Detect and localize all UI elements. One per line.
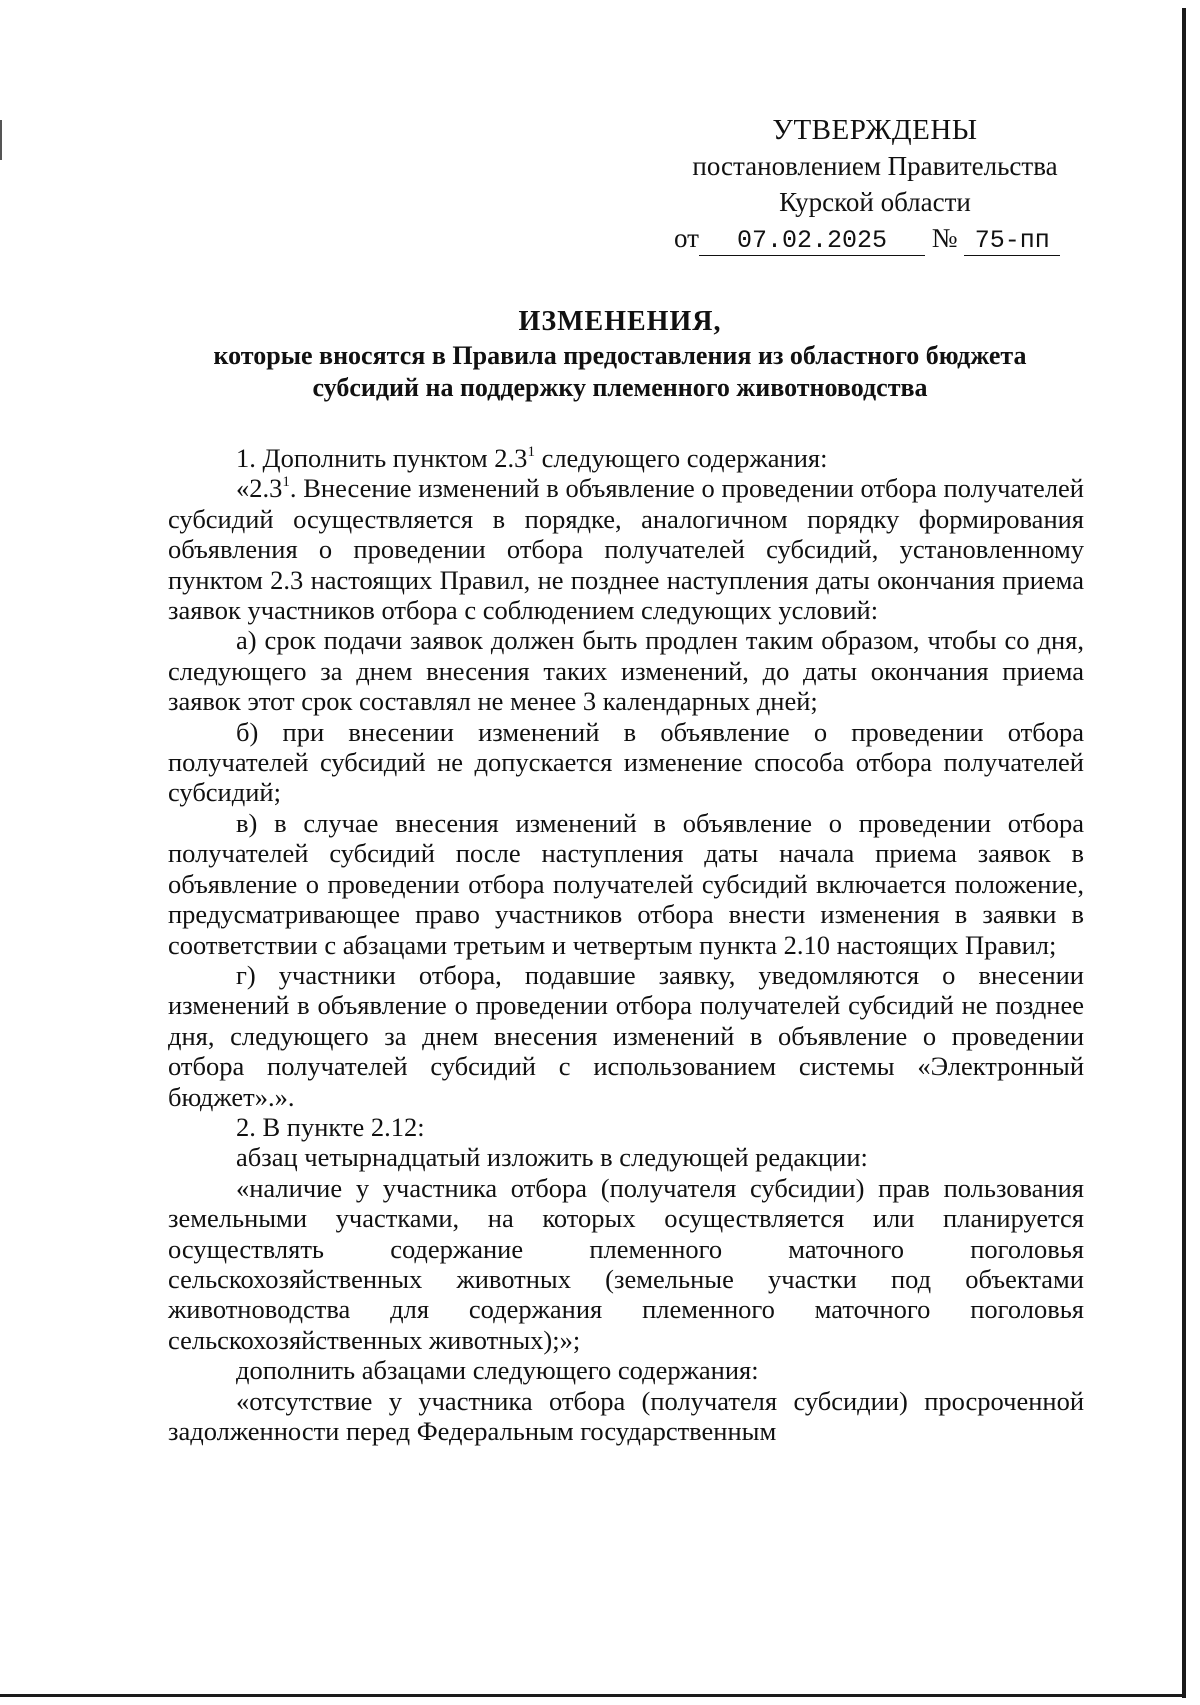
approval-dateline <box>660 220 1090 256</box>
date-prefix: от <box>674 223 699 253</box>
scan-artifact <box>0 120 2 160</box>
approval-title: УТВЕРЖДЕНЫ <box>772 114 978 146</box>
superscript: 1 <box>527 444 535 460</box>
paragraph-1-tail: следующего содержания: <box>534 443 828 473</box>
paragraph-10: дополнить абзацами следующего содержания: <box>236 1355 759 1386</box>
page-edge-bottom <box>0 1694 1186 1697</box>
page-edge-right <box>1182 8 1186 1698</box>
document-title <box>170 306 1070 404</box>
approval-date: 07.02.2025 <box>699 227 925 256</box>
title-subtitle-2: субсидий на поддержку племенного животноводства <box>312 373 928 402</box>
paragraph-8: абзац четырнадцатый изложить в следующей редакции: <box>236 1142 868 1173</box>
paragraph-11: «отсутствие у участника отбора (получателя субсидии) просроченной задолженности перед Федеральным государственным <box>168 1385 1084 1446</box>
paragraph-3: а) срок подачи заявок должен быть продлен таким образом, чтобы со дня, следующего за днем внесения таких изменений, до даты окончания приема заявок этот срок составлял не менее 3 календарных дней; <box>168 625 1084 717</box>
approval-line-2: Курской области <box>779 187 971 217</box>
paragraph-7: 2. В пункте 2.12: <box>236 1111 425 1142</box>
title-subtitle-1: которые вносятся в Правила предоставления из областного бюджета <box>213 341 1027 370</box>
title-main: ИЗМЕНЕНИЯ, <box>518 306 722 337</box>
approval-number: 75-пп <box>964 227 1060 256</box>
number-prefix: № <box>931 223 958 253</box>
superscript: 1 <box>282 474 290 491</box>
paragraph-2-tail: . Внесение изменений в объявление о проведении отбора получателей субсидий осуществляется в порядке, аналогичном порядку формирования объявления о проведении отбора получателей субсидий, установленному пунктом 2.3 настоящих Правил, не позднее наступления даты окончания приема заявок участников отбора с соблюдением следующих условий: <box>168 473 1084 626</box>
paragraph-1 <box>168 443 1084 473</box>
paragraph-9: «наличие у участника отбора (получателя субсидии) прав пользования земельными участками, на которых осуществляется или планируется осуществлять содержание племенного маточного поголовья сельскохозяйственных животных (земельные участки под объектами животноводства для содержания племенного маточного поголовья сельскохозяйственных животных);»; <box>168 1172 1084 1355</box>
document-body <box>168 443 1084 1446</box>
paragraph-2 <box>168 473 1084 625</box>
approval-block <box>660 112 1090 256</box>
paragraph-4: б) при внесении изменений в объявление о проведении отбора получателей субсидий не допускается изменение способа отбора получателей субсидий; <box>168 716 1084 808</box>
approval-line-1: постановлением Правительства <box>692 151 1058 181</box>
paragraph-6: г) участники отбора, подавшие заявку, уведомляются о внесении изменений в объявление о проведении отбора получателей субсидий не позднее дня, следующего за днем внесения изменений в объявление о проведении отбора получателей субсидий с использованием системы «Электронный бюджет».». <box>168 959 1084 1112</box>
paragraph-5: в) в случае внесения изменений в объявление о проведении отбора получателей субсидий после наступления даты начала приема заявок в объявление о проведении отбора получателей субсидий включается положение, предусматривающее право участников отбора внести изменения в заявки в соответствии с абзацами третьим и четвертым пункта 2.10 настоящих Правил; <box>168 807 1084 960</box>
paragraph-1-text: 1. Дополнить пунктом 2.3 <box>236 443 528 473</box>
paragraph-2-text: «2.3 <box>236 473 283 504</box>
